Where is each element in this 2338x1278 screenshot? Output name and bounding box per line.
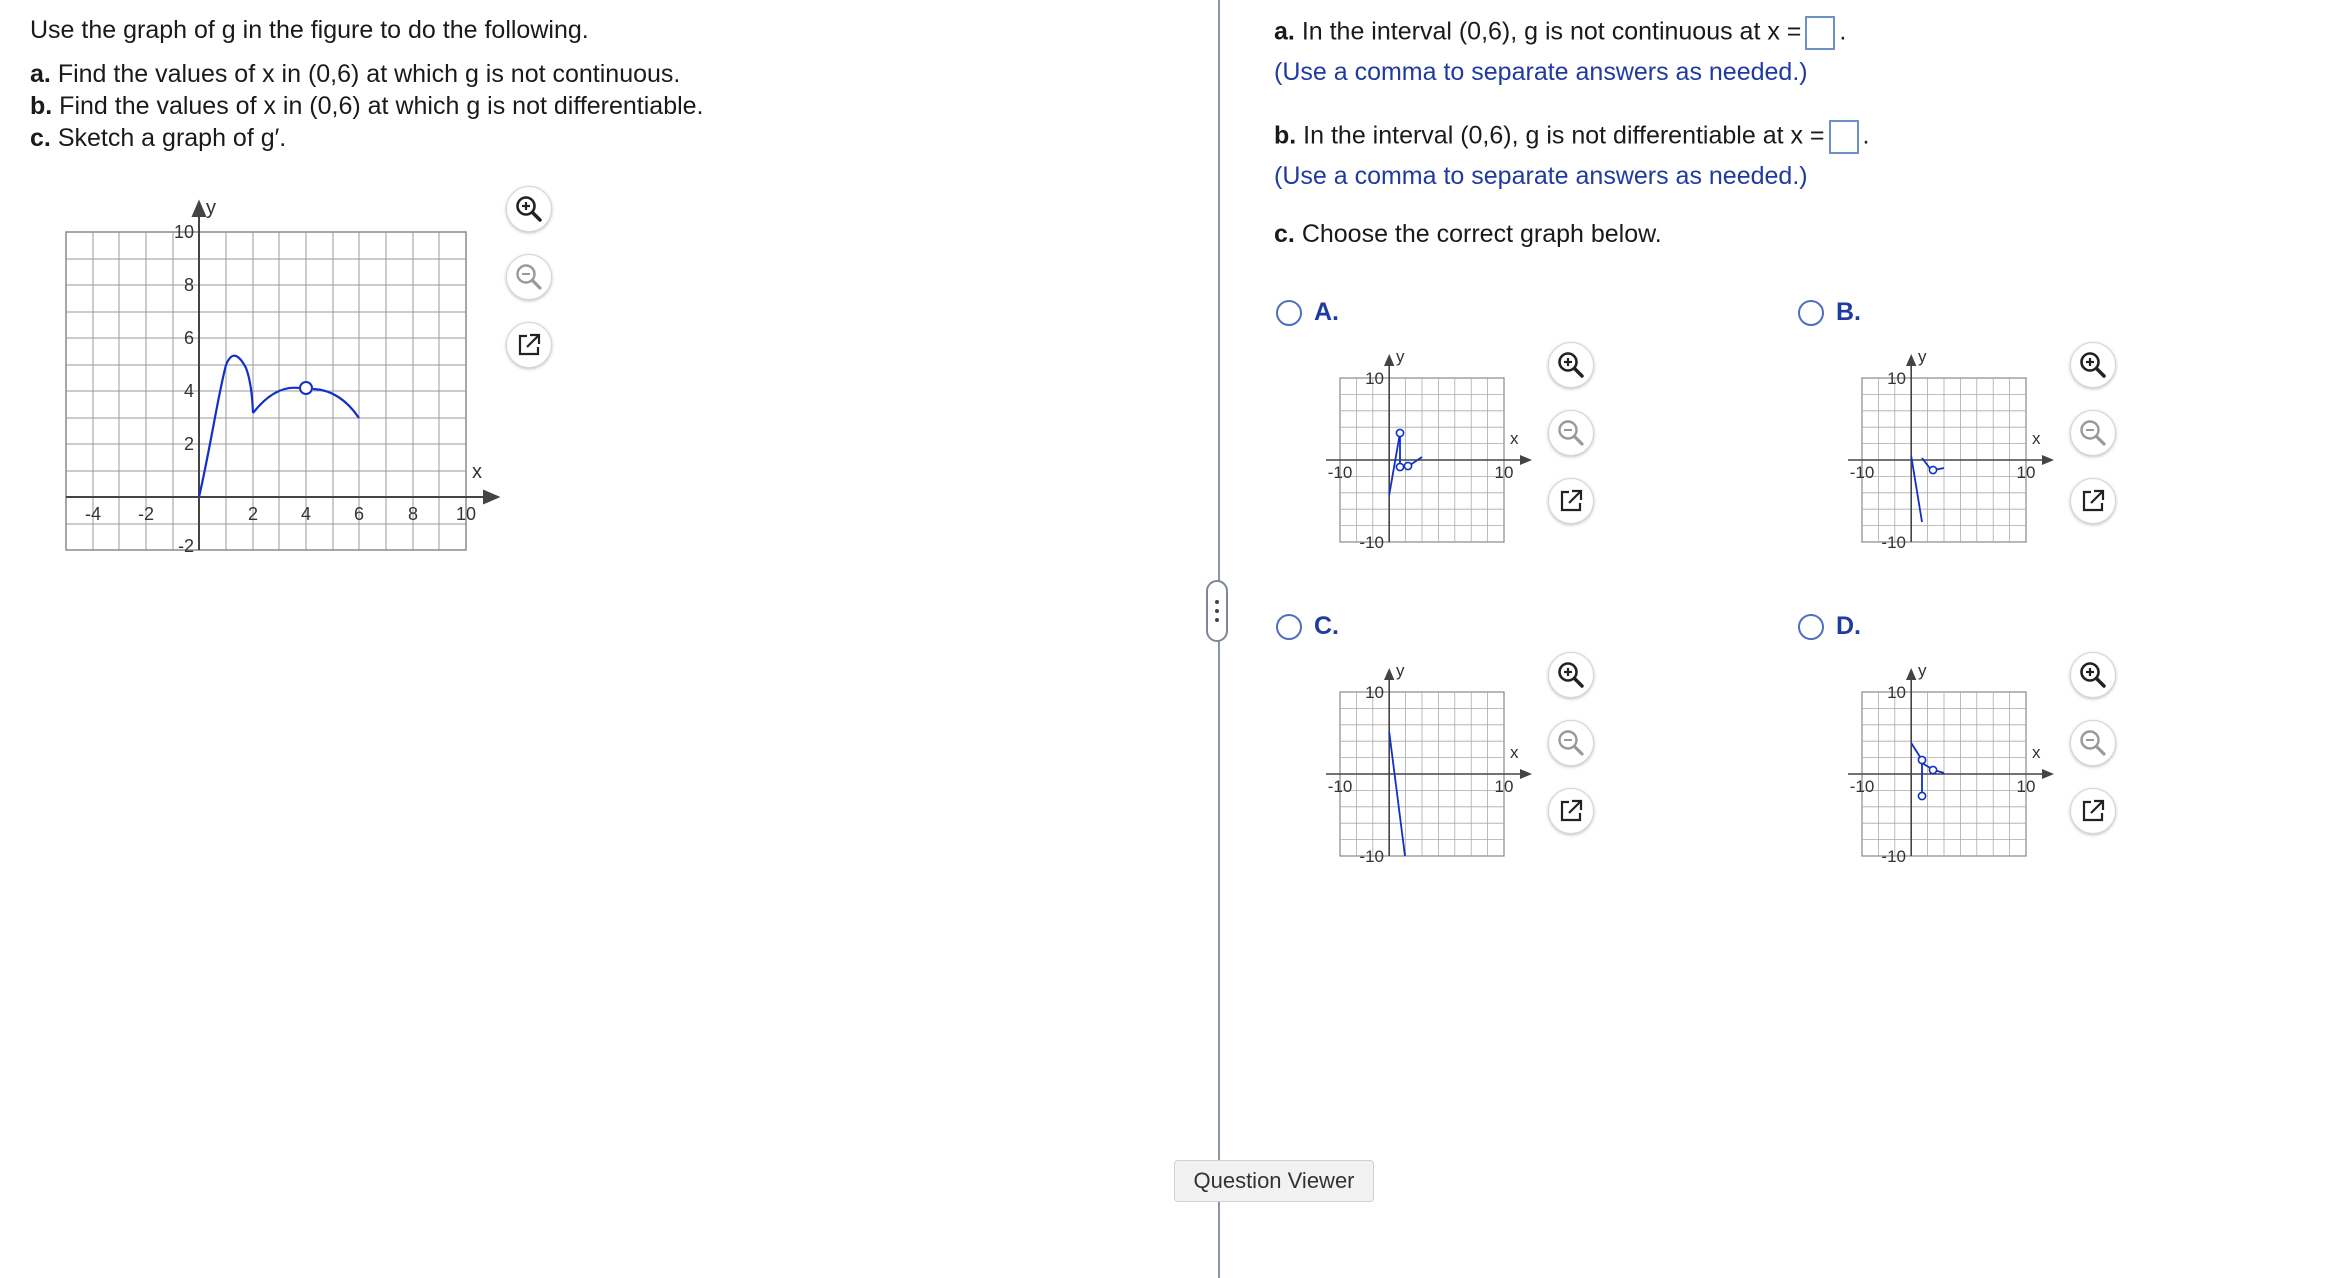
answer-a-line: a. In the interval (0,6), g is not continuous at x = . bbox=[1274, 16, 1846, 50]
bottom-label: -10 bbox=[1881, 533, 1906, 552]
top-label: 10 bbox=[1887, 369, 1906, 388]
bottom-label: -10 bbox=[1359, 847, 1384, 866]
open-point bbox=[1929, 766, 1936, 773]
question-parts bbox=[30, 58, 704, 154]
y-label: y bbox=[1396, 661, 1405, 680]
question-viewer-button[interactable]: Question Viewer bbox=[1174, 1160, 1374, 1202]
x-tick-label: 4 bbox=[300, 504, 312, 524]
x-tick-label: 10 bbox=[455, 504, 477, 524]
y-axis-label: y bbox=[206, 197, 216, 219]
answer-c-line: c. Choose the correct graph below. bbox=[1274, 220, 1662, 248]
answer-pane bbox=[1224, 0, 2338, 1278]
answer-b-hint: (Use a comma to separate answers as needed.) bbox=[1274, 162, 1808, 190]
main-graph-zoom-out-button[interactable] bbox=[506, 254, 552, 300]
open-point bbox=[1396, 463, 1403, 470]
y-label: y bbox=[1918, 661, 1927, 680]
option-a-radio[interactable] bbox=[1276, 300, 1302, 326]
zoom-out-icon bbox=[514, 262, 544, 292]
answer-b-input[interactable] bbox=[1829, 120, 1859, 154]
right-label: 10 bbox=[1494, 463, 1514, 482]
option-a-popout-button[interactable] bbox=[1548, 478, 1594, 524]
x-tick-label: -4 bbox=[84, 504, 102, 524]
bottom-label: -10 bbox=[1881, 847, 1906, 866]
bottom-label: -10 bbox=[1359, 533, 1384, 552]
graph-grid bbox=[66, 232, 466, 550]
left-label: -10 bbox=[1849, 463, 1875, 482]
zoom-out-icon bbox=[1556, 418, 1586, 448]
x-tick-label: 8 bbox=[407, 504, 419, 524]
option-c-zoom-out-button[interactable] bbox=[1548, 720, 1594, 766]
option-c-popout-button[interactable] bbox=[1548, 788, 1594, 834]
answer-b-line: b. In the interval (0,6), g is not differentiable at x = . bbox=[1274, 120, 1870, 154]
option-c-zoom-in-button[interactable] bbox=[1548, 652, 1594, 698]
top-label: 10 bbox=[1365, 369, 1384, 388]
top-label: 10 bbox=[1887, 683, 1906, 702]
option-d[interactable]: D. bbox=[1798, 612, 1861, 641]
option-a[interactable]: A. bbox=[1276, 298, 1339, 327]
zoom-out-icon bbox=[2078, 418, 2108, 448]
popout-icon bbox=[515, 331, 543, 359]
popout-icon bbox=[2079, 487, 2107, 515]
part-a: a. Find the values of x in (0,6) at which g is not continuous. bbox=[30, 60, 681, 88]
zoom-out-icon bbox=[2078, 728, 2108, 758]
zoom-in-icon bbox=[1556, 350, 1586, 380]
zoom-in-icon bbox=[1556, 660, 1586, 690]
option-d-zoom-in-button[interactable] bbox=[2070, 652, 2116, 698]
y-tick-label: 10 bbox=[173, 222, 194, 242]
y-tick-label: 2 bbox=[183, 434, 194, 454]
option-b-graph[interactable] bbox=[1826, 340, 2066, 560]
popout-icon bbox=[1557, 797, 1585, 825]
y-tick-label: 8 bbox=[183, 275, 194, 295]
main-graph-popout-button[interactable] bbox=[506, 322, 552, 368]
y-tick-label: 6 bbox=[183, 328, 194, 348]
open-point bbox=[1918, 792, 1925, 799]
left-label: -10 bbox=[1327, 777, 1353, 796]
right-label: 10 bbox=[2016, 463, 2036, 482]
x-label: x bbox=[1510, 429, 1519, 448]
question-intro: Use the graph of g in the figure to do the following. bbox=[30, 16, 589, 44]
option-a-graph[interactable] bbox=[1304, 340, 1544, 560]
option-a-zoom-out-button[interactable] bbox=[1548, 410, 1594, 456]
zoom-in-icon bbox=[2078, 350, 2108, 380]
y-tick-label: 4 bbox=[183, 381, 194, 401]
option-c[interactable]: C. bbox=[1276, 612, 1339, 641]
option-b-radio[interactable] bbox=[1798, 300, 1824, 326]
answer-a-input[interactable] bbox=[1805, 16, 1835, 50]
zoom-in-icon bbox=[514, 194, 544, 224]
main-graph-zoom-in-button[interactable] bbox=[506, 186, 552, 232]
answer-a-hint: (Use a comma to separate answers as needed.) bbox=[1274, 58, 1808, 86]
y-tick-label: -2 bbox=[177, 536, 194, 556]
x-tick-label: -2 bbox=[137, 504, 155, 524]
x-tick-label: 6 bbox=[353, 504, 365, 524]
option-b[interactable]: B. bbox=[1798, 298, 1861, 327]
part-c: c. Sketch a graph of g′. bbox=[30, 124, 287, 152]
option-d-graph[interactable] bbox=[1826, 654, 2066, 874]
open-point bbox=[1929, 466, 1936, 473]
option-b-popout-button[interactable] bbox=[2070, 478, 2116, 524]
option-b-zoom-out-button[interactable] bbox=[2070, 410, 2116, 456]
zoom-in-icon bbox=[2078, 660, 2108, 690]
left-label: -10 bbox=[1849, 777, 1875, 796]
option-c-graph[interactable] bbox=[1304, 654, 1544, 874]
option-d-popout-button[interactable] bbox=[2070, 788, 2116, 834]
part-b: b. Find the values of x in (0,6) at which g is not differentiable. bbox=[30, 92, 704, 120]
y-label: y bbox=[1918, 347, 1927, 366]
option-a-zoom-in-button[interactable] bbox=[1548, 342, 1594, 388]
y-label: y bbox=[1396, 347, 1405, 366]
right-label: 10 bbox=[2016, 777, 2036, 796]
popout-icon bbox=[2079, 797, 2107, 825]
option-b-zoom-in-button[interactable] bbox=[2070, 342, 2116, 388]
top-label: 10 bbox=[1365, 683, 1384, 702]
option-c-radio[interactable] bbox=[1276, 614, 1302, 640]
open-point bbox=[1396, 429, 1403, 436]
open-point bbox=[1918, 756, 1925, 763]
left-label: -10 bbox=[1327, 463, 1353, 482]
x-axis-label: x bbox=[472, 461, 482, 483]
x-label: x bbox=[1510, 743, 1519, 762]
main-graph bbox=[0, 180, 560, 560]
open-point bbox=[300, 382, 312, 394]
x-label: x bbox=[2032, 743, 2041, 762]
x-label: x bbox=[2032, 429, 2041, 448]
popout-icon bbox=[1557, 487, 1585, 515]
x-tick-label: 2 bbox=[247, 504, 259, 524]
option-d-zoom-out-button[interactable] bbox=[2070, 720, 2116, 766]
zoom-out-icon bbox=[1556, 728, 1586, 758]
open-point bbox=[1404, 462, 1411, 469]
right-label: 10 bbox=[1494, 777, 1514, 796]
option-d-radio[interactable] bbox=[1798, 614, 1824, 640]
